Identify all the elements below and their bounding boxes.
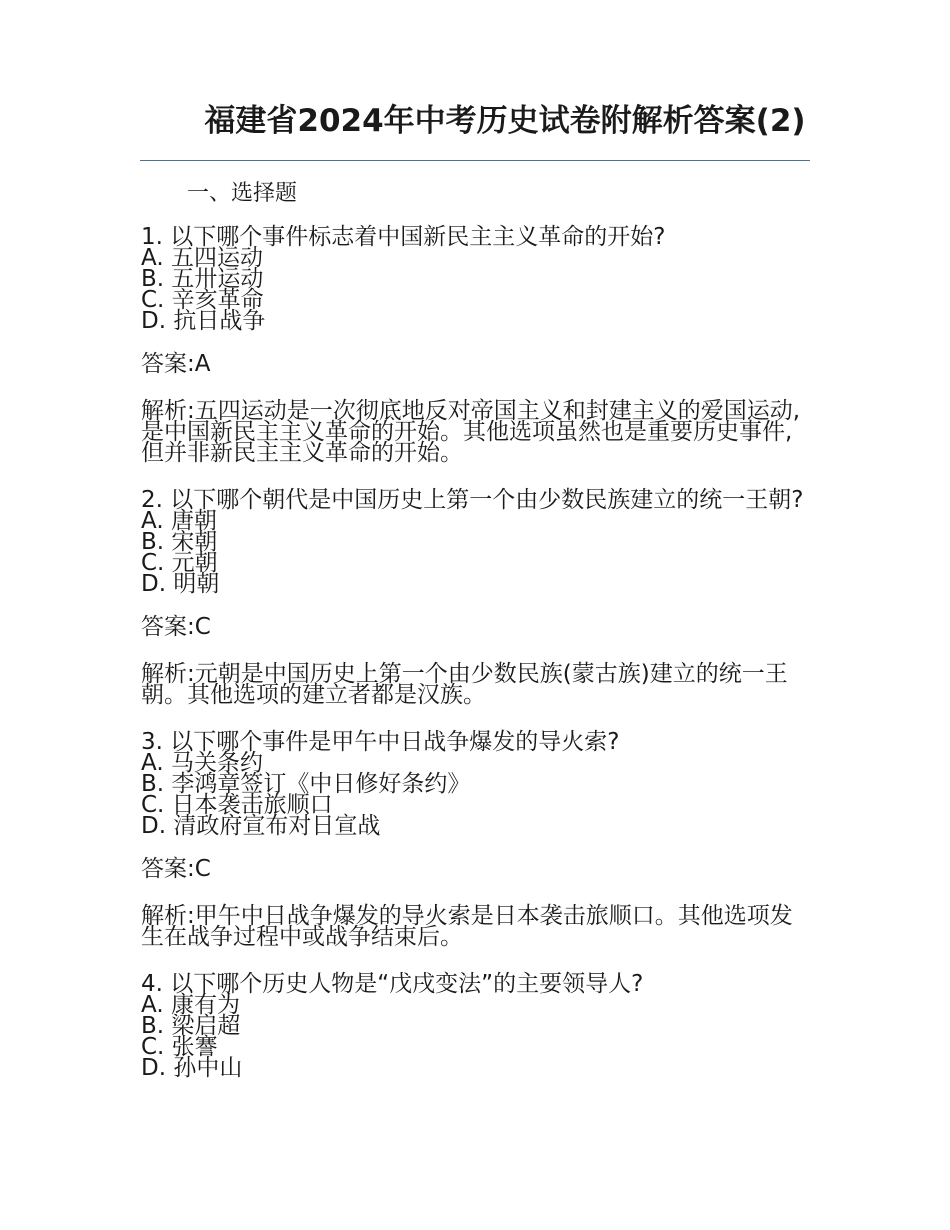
option-b: B. 李鸿章签订《中日修好条约》 [141,771,471,797]
option-d: D. 明朝 [141,571,220,597]
option-a: A. 马关条约 [141,750,263,776]
question-2 [141,487,813,708]
question-stem: 2. 以下哪个朝代是中国历史上第一个由少数民族建立的统一王朝? [141,487,804,513]
option-d: D. 清政府宣布对日宣战 [141,813,381,839]
option-d: D. 孙中山 [141,1055,243,1081]
option-d: D. 抗日战争 [141,308,266,334]
answer: 答案:C [141,614,211,640]
question-list [141,224,813,1081]
answer: 答案:A [141,351,211,377]
option-b: B. 五卅运动 [141,266,264,292]
option-b: B. 梁启超 [141,1013,241,1039]
option-a: A. 唐朝 [141,508,217,534]
analysis: 解析:甲午中日战争爆发的导火索是日本袭击旅顺口。其他选项发生在战争过程中或战争结束后。 [141,903,793,950]
section-heading: 一、选择题 [187,181,298,206]
title-divider [140,160,810,161]
option-a: A. 五四运动 [141,245,263,271]
analysis: 解析:元朝是中国历史上第一个由少数民族(蒙古族)建立的统一王朝。其他选项的建立者都是汉族。 [141,661,788,708]
question-stem: 3. 以下哪个事件是甲午中日战争爆发的导火索? [141,729,620,755]
option-b: B. 宋朝 [141,529,218,555]
option-a: A. 康有为 [141,992,240,1018]
question-3 [141,729,813,950]
answer: 答案:C [141,856,211,882]
option-c: C. 日本袭击旅顺口 [141,792,333,818]
question-1 [141,224,813,466]
question-stem: 1. 以下哪个事件标志着中国新民主主义革命的开始? [141,224,666,250]
option-c: C. 辛亥革命 [141,287,264,313]
option-c: C. 元朝 [141,550,218,576]
question-4 [141,971,813,1081]
option-c: C. 张謇 [141,1034,218,1060]
analysis: 解析:五四运动是一次彻底地反对帝国主义和封建主义的爱国运动,是中国新民主主义革命的开始。其他选项虽然也是重要历史事件,但并非新民主主义革命的开始。 [141,398,801,466]
question-stem: 4. 以下哪个历史人物是“戊戌变法”的主要领导人? [141,971,644,997]
document-title: 福建省2024年中考历史试卷附解析答案(2) [204,103,806,139]
